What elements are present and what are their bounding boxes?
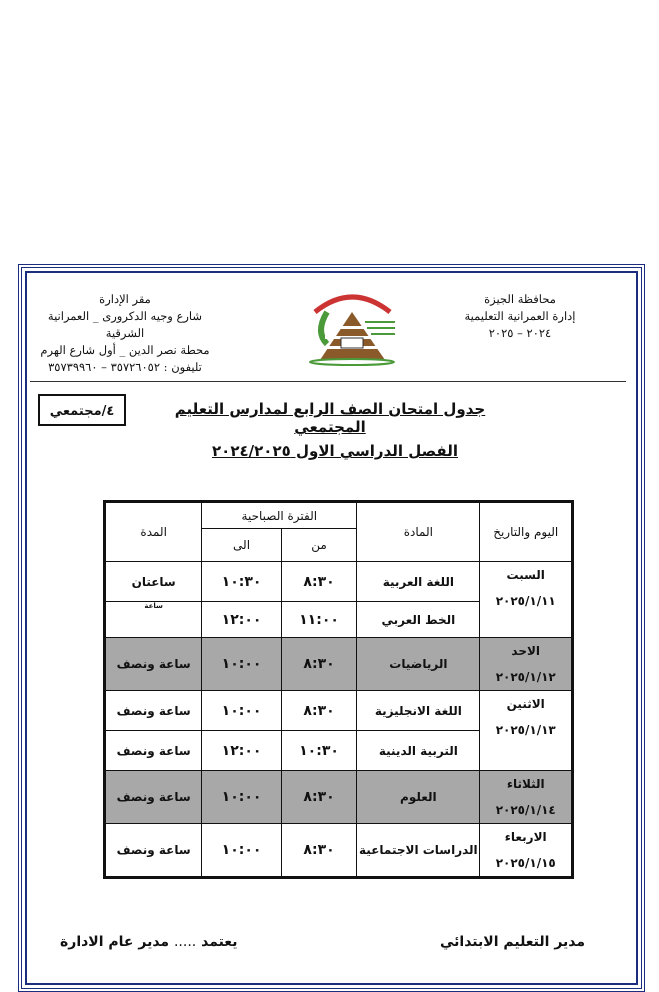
day-name: الثلاثاء [506,777,545,791]
duration-cell: ساعة ونصف [105,824,202,878]
exam-date: ٢٠٢٥/١/١٢ [495,670,556,684]
from-time-cell: ٨:٣٠ [281,562,357,602]
duration-cell: ساعة ونصف [105,691,202,731]
subject-cell: الدراسات الاجتماعية [357,824,480,878]
table-row [105,771,573,824]
code-box: ٤/مجتمعي [38,394,126,426]
to-time-cell: ١٢:٠٠ [202,602,281,638]
header-line: شارع وجيه الدكرورى _ العمرانية الشرقية [47,309,203,340]
header-divider [30,381,626,382]
duration-cell: ساعة ونصف [105,771,202,824]
table-row [105,638,573,691]
header-day-date: اليوم والتاريخ [480,502,573,562]
day-date-cell [480,562,573,638]
header-line: ٢٠٢٤ – ٢٠٢٥ [488,326,552,340]
header-duration: المدة [105,502,202,562]
header-address [30,291,220,376]
duration-cell: ساعة ونصف [105,731,202,771]
table-row [105,824,573,878]
semester-title: الفصل الدراسي الاول ٢٠٢٤/٢٠٢٥ [212,442,458,460]
day-date-cell [480,771,573,824]
approval-label: يعتمد [201,934,238,950]
exam-date: ٢٠٢٥/١/١١ [495,594,556,608]
header-phone: تليفون : ٣٥٧٢٦٠٥٢ – ٣٥٧٣٩٩٦٠ [48,360,202,374]
subject-cell: الرياضيات [357,638,480,691]
to-time-cell: ١٢:٠٠ [202,731,281,771]
from-time-cell: ١٠:٣٠ [281,731,357,771]
signature-approval [60,934,237,950]
header-morning-period: الفترة الصباحية [202,502,357,529]
day-name: السبت [506,568,545,582]
header-line: إدارة العمرانية التعليمية [464,309,576,323]
subject-cell: التربية الدينية [357,731,480,771]
subject-cell: اللغة العربية [357,562,480,602]
administration-logo [305,282,400,368]
day-date-cell [480,824,573,878]
subject-cell: الخط العربي [357,602,480,638]
day-name: الاثنين [506,697,545,711]
general-director-label: مدير عام الادارة [60,934,170,950]
from-time-cell: ٨:٣٠ [281,638,357,691]
document-title: جدول امتحان الصف الرابع لمدارس التعليم المجتمعي [174,400,486,436]
subject-cell: اللغة الانجليزية [357,691,480,731]
header-line: محطة نصر الدين _ أول شارع الهرم [40,343,210,357]
exam-date: ٢٠٢٥/١/١٣ [495,723,556,737]
exam-schedule-table [103,500,574,879]
to-time-cell: ١٠:٠٠ [202,691,281,731]
from-time-cell: ٨:٣٠ [281,691,357,731]
table-row [105,562,573,602]
header-line: مقر الإدارة [99,292,151,306]
duration-cell: ساعتان [105,562,202,602]
exam-date: ٢٠٢٥/١/١٤ [495,803,556,817]
from-time-cell: ٨:٣٠ [281,771,357,824]
header-subject: المادة [357,502,480,562]
from-time-cell: ١١:٠٠ [281,602,357,638]
header-to: الى [202,529,281,562]
from-time-cell: ٨:٣٠ [281,824,357,878]
header-from: من [281,529,357,562]
table-row [105,691,573,731]
duration-cell: ساعة ونصف [105,638,202,691]
to-time-cell: ١٠:٠٠ [202,771,281,824]
to-time-cell: ١٠:٣٠ [202,562,281,602]
day-date-cell [480,691,573,771]
day-name: الاحد [511,644,541,658]
signature-primary-director: مدير التعليم الابتدائي [440,934,586,950]
to-time-cell: ١٠:٠٠ [202,638,281,691]
header-line: محافظة الجيزة [484,292,556,306]
header-governorate [440,291,600,342]
duration-cell: ساعة [105,602,202,638]
day-date-cell [480,638,573,691]
subject-cell: العلوم [357,771,480,824]
exam-date: ٢٠٢٥/١/١٥ [495,856,556,870]
day-name: الاربعاء [504,830,547,844]
to-time-cell: ١٠:٠٠ [202,824,281,878]
approval-dots: ..... [173,934,197,950]
